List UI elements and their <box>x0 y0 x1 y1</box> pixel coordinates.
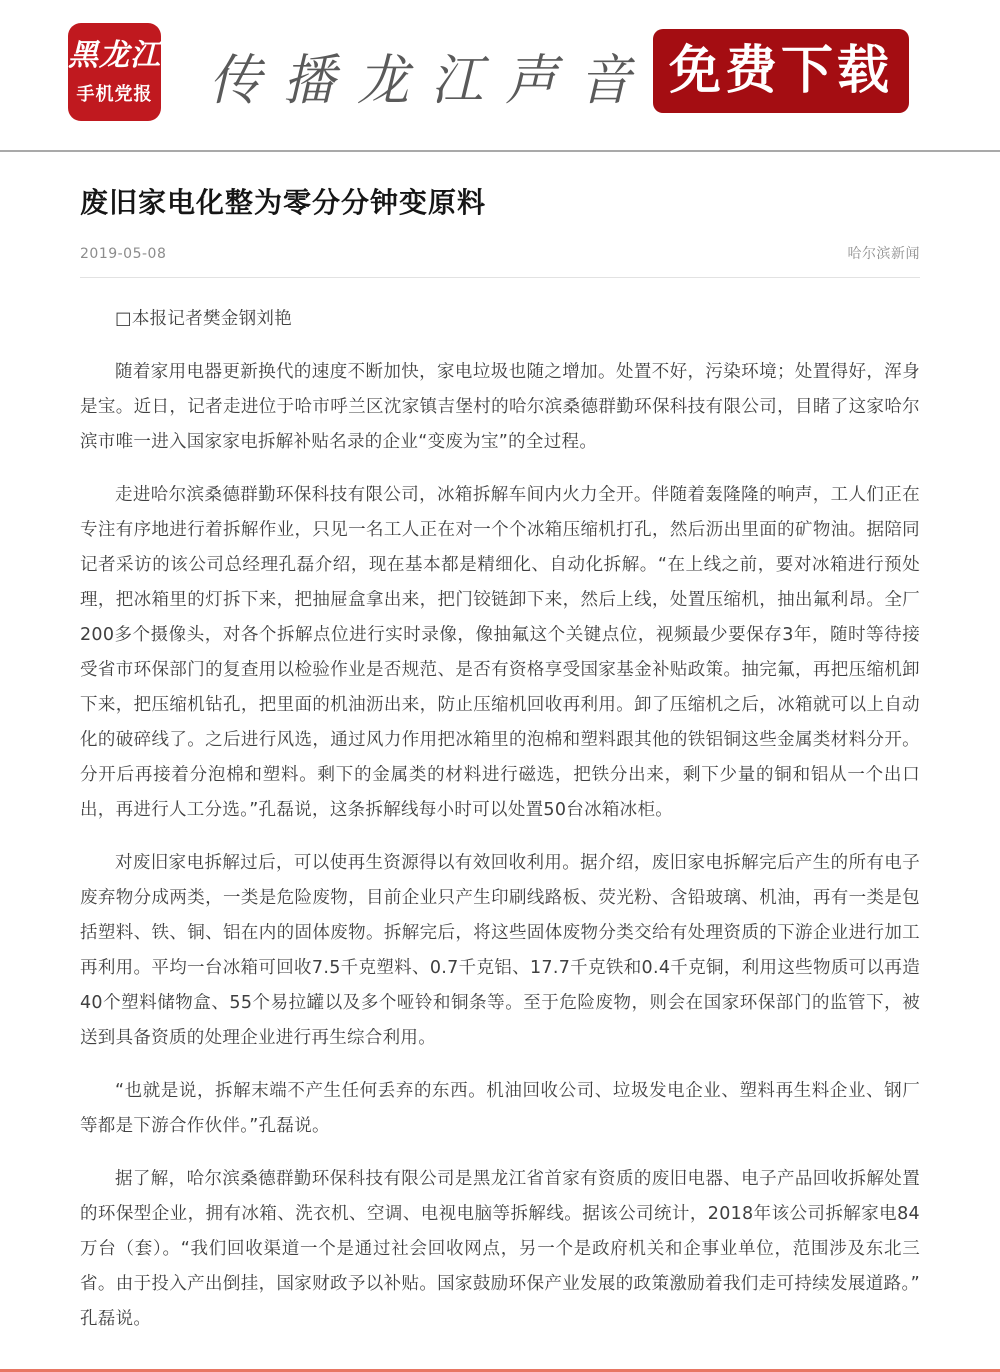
article-source: 哈尔滨新闻 <box>847 246 920 263</box>
article-date: 2019-05-08 <box>80 246 167 263</box>
logo-subtitle-text: 手机党报 <box>76 84 153 105</box>
article-body <box>80 302 920 1337</box>
article-title: 废旧家电化整为零分分钟变原料 <box>80 186 487 219</box>
article-paragraph: “也就是说，拆解末端不产生任何丢弃的东西。机油回收公司、垃圾发电企业、塑料再生料企业、钢厂等都是下游合作伙伴。”孔磊说。 <box>80 1081 920 1137</box>
article-container <box>0 152 1000 1355</box>
article-paragraph: 据了解，哈尔滨桑德群勤环保科技有限公司是黑龙江省首家有资质的废旧电器、电子产品回收拆解处置的环保型企业，拥有冰箱、洗衣机、空调、电视电脑等拆解线。据该公司统计，2018年该公司拆解家电84万台（套）。“我们回收渠道一个是通过社会回收网点，另一个是政府机关和企事业单位，范围涉及东北三省。由于投入产出倒挂，国家财政予以补贴。国家鼓励环保产业发展的政策激励着我们走可持续发展道路。”孔磊说。 <box>80 1169 920 1330</box>
free-download-button[interactable]: 免费下载 <box>653 29 909 113</box>
heilongjiang-mobile-party-paper-logo[interactable] <box>68 23 161 121</box>
logo-calligraphy-text: 黑龙江 <box>68 38 161 73</box>
site-header <box>0 0 1000 152</box>
article-paragraph: 对废旧家电拆解过后，可以使再生资源得以有效回收利用。据介绍，废旧家电拆解完后产生的所有电子废弃物分成两类，一类是危险废物，目前企业只产生印刷线路板、荧光粉、含铅玻璃、机油，再有一类是包括塑料、铁、铜、铝在内的固体废物。拆解完后，将这些固体废物分类交给有处理资质的下游企业进行加工再利用。平均一台冰箱可回收7.5千克塑料、0.7千克铝、17.7千克铁和0.4千克铜，利用这些物质可以再造40个塑料储物盒、55个易拉罐以及多个哑铃和铜条等。至于危险废物，则会在国家环保部门的监管下，被送到具备资质的处理企业进行再生综合利用。 <box>80 853 920 1049</box>
article-paragraph: 随着家用电器更新换代的速度不断加快，家电垃圾也随之增加。处置不好，污染环境；处置得好，浑身是宝。近日，记者走进位于哈市呼兰区沈家镇吉堡村的哈尔滨桑德群勤环保科技有限公司，目睹了这家哈尔滨市唯一进入国家家电拆解补贴名录的企业“变废为宝”的全过程。 <box>80 362 920 453</box>
article-paragraph-byline: □本报记者樊金钢刘艳 <box>115 309 293 330</box>
article-paragraph: 走进哈尔滨桑德群勤环保科技有限公司，冰箱拆解车间内火力全开。伴随着轰隆隆的响声，工人们正在专注有序地进行着拆解作业，只见一名工人正在对一个个冰箱压缩机打孔，然后沥出里面的矿物油。据陪同记者采访的该公司总经理孔磊介绍，现在基本都是精细化、自动化拆解。“在上线之前，要对冰箱进行预处理，把冰箱里的灯拆下来，把抽屉盒拿出来，把门铰链卸下来，然后上线，处置压缩机，抽出氟利昂。全厂200多个摄像头，对各个拆解点位进行实时录像，像抽氟这个关键点位，视频最少要保存3年，随时等待接受省市环保部门的复查用以检验作业是否规范、是否有资格享受国家基金补贴政策。抽完氟，再把压缩机卸下来，把压缩机钻孔，把里面的机油沥出来，防止压缩机回收再利用。卸了压缩机之后，冰箱就可以上自动化的破碎线了。之后进行风选，通过风力作用把冰箱里的泡棉和塑料跟其他的铁铝铜这些金属类材料分开。分开后再接着分泡棉和塑料。剩下的金属类的材料进行磁选，把铁分出来，剩下少量的铜和铝从一个出口出，再进行人工分选。”孔磊说，这条拆解线每小时可以处置50台冰箱冰柜。 <box>80 485 920 821</box>
article-meta-row <box>80 243 920 278</box>
header-slogan-calligraphy: 传播龙江声音 <box>209 49 654 113</box>
